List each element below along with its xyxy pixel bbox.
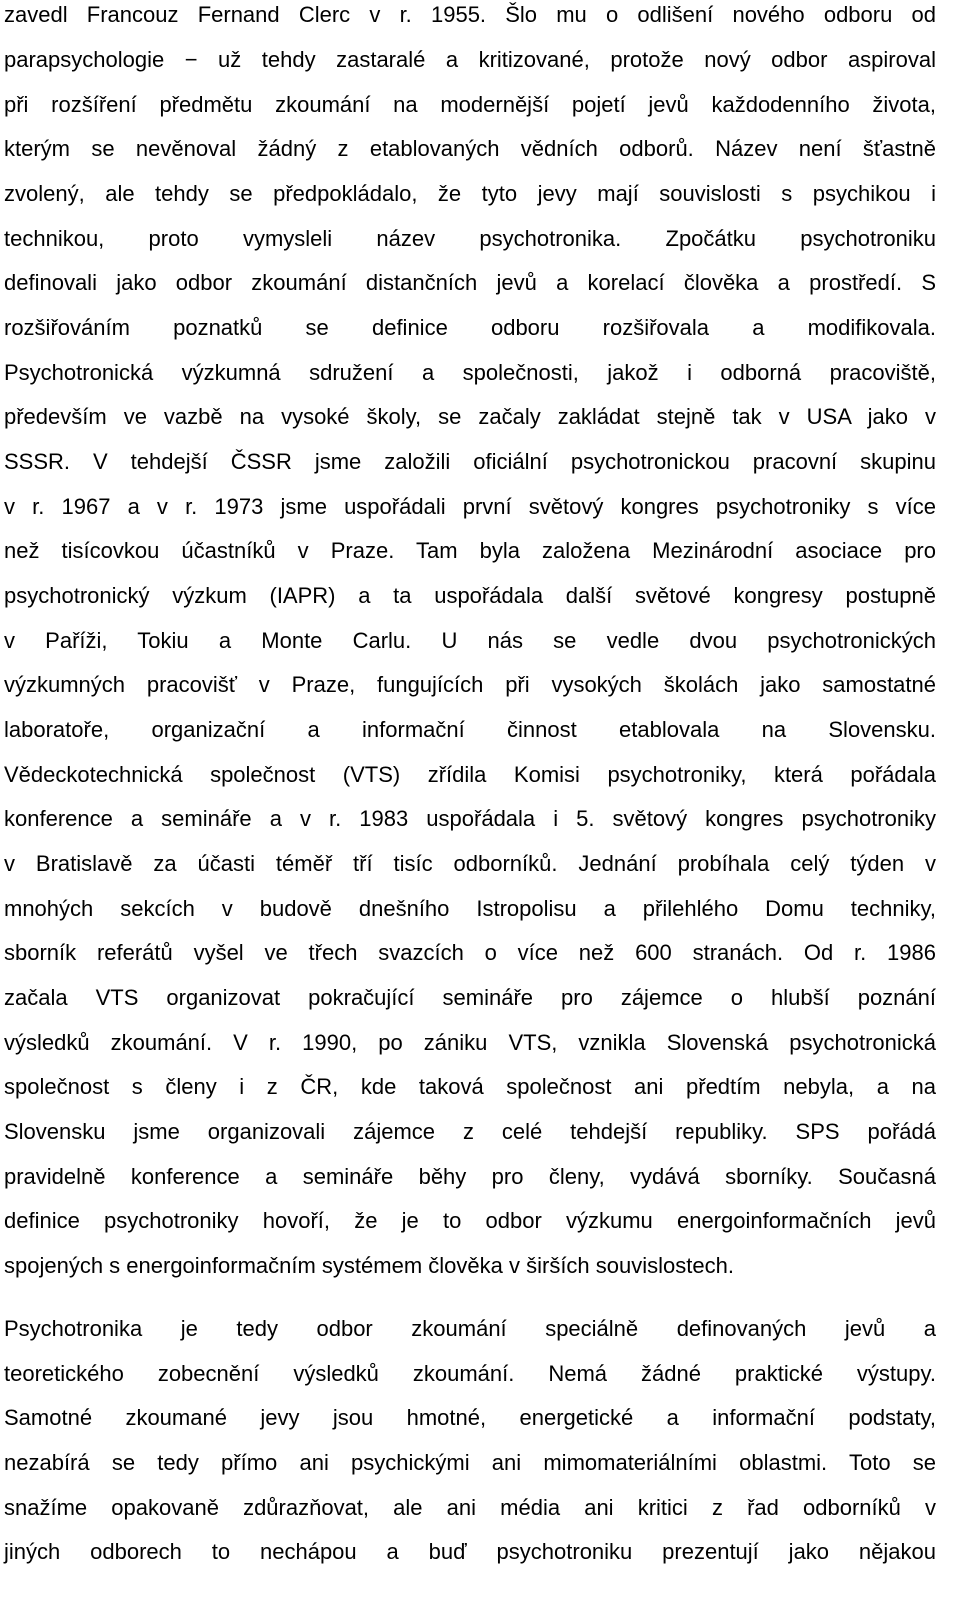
text-line: rozšiřováním poznatků se definice odboru rozšiřovala a modifikovala. (4, 315, 936, 340)
text-line: začala VTS organizovat pokračující semináře pro zájemce o hlubší poznání (4, 985, 936, 1010)
text-line: Psychotronická výzkumná sdružení a společnosti, jakož i odborná pracoviště, (4, 360, 936, 385)
text-line: konference a semináře a v r. 1983 uspořádala i 5. světový kongres psychotroniky (4, 806, 936, 831)
text-line: Slovensku jsme organizovali zájemce z celé tehdejší republiky. SPS pořádá (4, 1119, 936, 1144)
text-line: výsledků zkoumání. V r. 1990, po zániku VTS, vznikla Slovenská psychotronická (4, 1030, 936, 1055)
text-line: definice psychotroniky hovoří, že je to odbor výzkumu energoinformačních jevů (4, 1208, 936, 1233)
text-line: spojených s energoinformačním systémem člověka v širších souvislostech. (4, 1253, 734, 1278)
text-line: snažíme opakovaně zdůrazňovat, ale ani média ani kritici z řad odborníků v (4, 1495, 936, 1520)
text-line: především ve vazbě na vysoké školy, se začaly zakládat stejně tak v USA jako v (4, 404, 936, 429)
text-line: při rozšíření předmětu zkoumání na modernější pojetí jevů každodenního života, (4, 92, 936, 117)
text-line: v Paříži, Tokiu a Monte Carlu. U nás se vedle dvou psychotronických (4, 628, 936, 653)
text-line: zavedl Francouz Fernand Clerc v r. 1955. Šlo mu o odlišení nového odboru od (4, 2, 936, 27)
text-line: sborník referátů vyšel ve třech svazcích o více než 600 stranách. Od r. 1986 (4, 940, 936, 965)
text-line: Psychotronika je tedy odbor zkoumání speciálně definovaných jevů a (4, 1316, 936, 1341)
text-line: výzkumných pracovišť v Praze, fungujících při vysokých školách jako samostatné (4, 672, 936, 697)
text-line: zvolený, ale tehdy se předpokládalo, že tyto jevy mají souvislosti s psychikou i (4, 181, 936, 206)
text-line: v r. 1967 a v r. 1973 jsme uspořádali první světový kongres psychotroniky s více (4, 494, 936, 519)
text-line: než tisícovkou účastníků v Praze. Tam byla založena Mezinárodní asociace pro (4, 538, 936, 563)
text-line: teoretického zobecnění výsledků zkoumání. Nemá žádné praktické výstupy. (4, 1361, 936, 1386)
text-line: jiných odborech to nechápou a buď psychotroniku prezentují jako nějakou (4, 1539, 936, 1564)
text-line: společnost s členy i z ČR, kde taková společnost ani předtím nebyla, a na (4, 1074, 936, 1099)
text-line: pravidelně konference a semináře běhy pro členy, vydává sborníky. Současná (4, 1164, 936, 1189)
text-line: Vědeckotechnická společnost (VTS) zřídila Komisi psychotroniky, která pořádala (4, 762, 936, 787)
text-line: nezabírá se tedy přímo ani psychickými ani mimomateriálními oblastmi. Toto se (4, 1450, 936, 1475)
text-line: v Bratislavě za účasti téměř tří tisíc odborníků. Jednání probíhala celý týden v (4, 851, 936, 876)
text-line: technikou, proto vymysleli název psychotronika. Zpočátku psychotroniku (4, 226, 936, 251)
text-line: parapsychologie − už tehdy zastaralé a kritizované, protože nový odbor aspiroval (4, 47, 936, 72)
text-line: kterým se nevěnoval žádný z etablovaných vědních odborů. Název není šťastně (4, 136, 936, 161)
text-line: psychotronický výzkum (IAPR) a ta uspořádala další světové kongresy postupně (4, 583, 936, 608)
text-line: definovali jako odbor zkoumání distančních jevů a korelací člověka a prostředí. S (4, 270, 936, 295)
text-line: SSSR. V tehdejší ČSSR jsme založili oficiální psychotronickou pracovní skupinu (4, 449, 936, 474)
text-line: mnohých sekcích v budově dnešního Istropolisu a přilehlého Domu techniky, (4, 896, 936, 921)
text-line: Samotné zkoumané jevy jsou hmotné, energetické a informační podstaty, (4, 1405, 936, 1430)
text-line: laboratoře, organizační a informační činnost etablovala na Slovensku. (4, 717, 936, 742)
